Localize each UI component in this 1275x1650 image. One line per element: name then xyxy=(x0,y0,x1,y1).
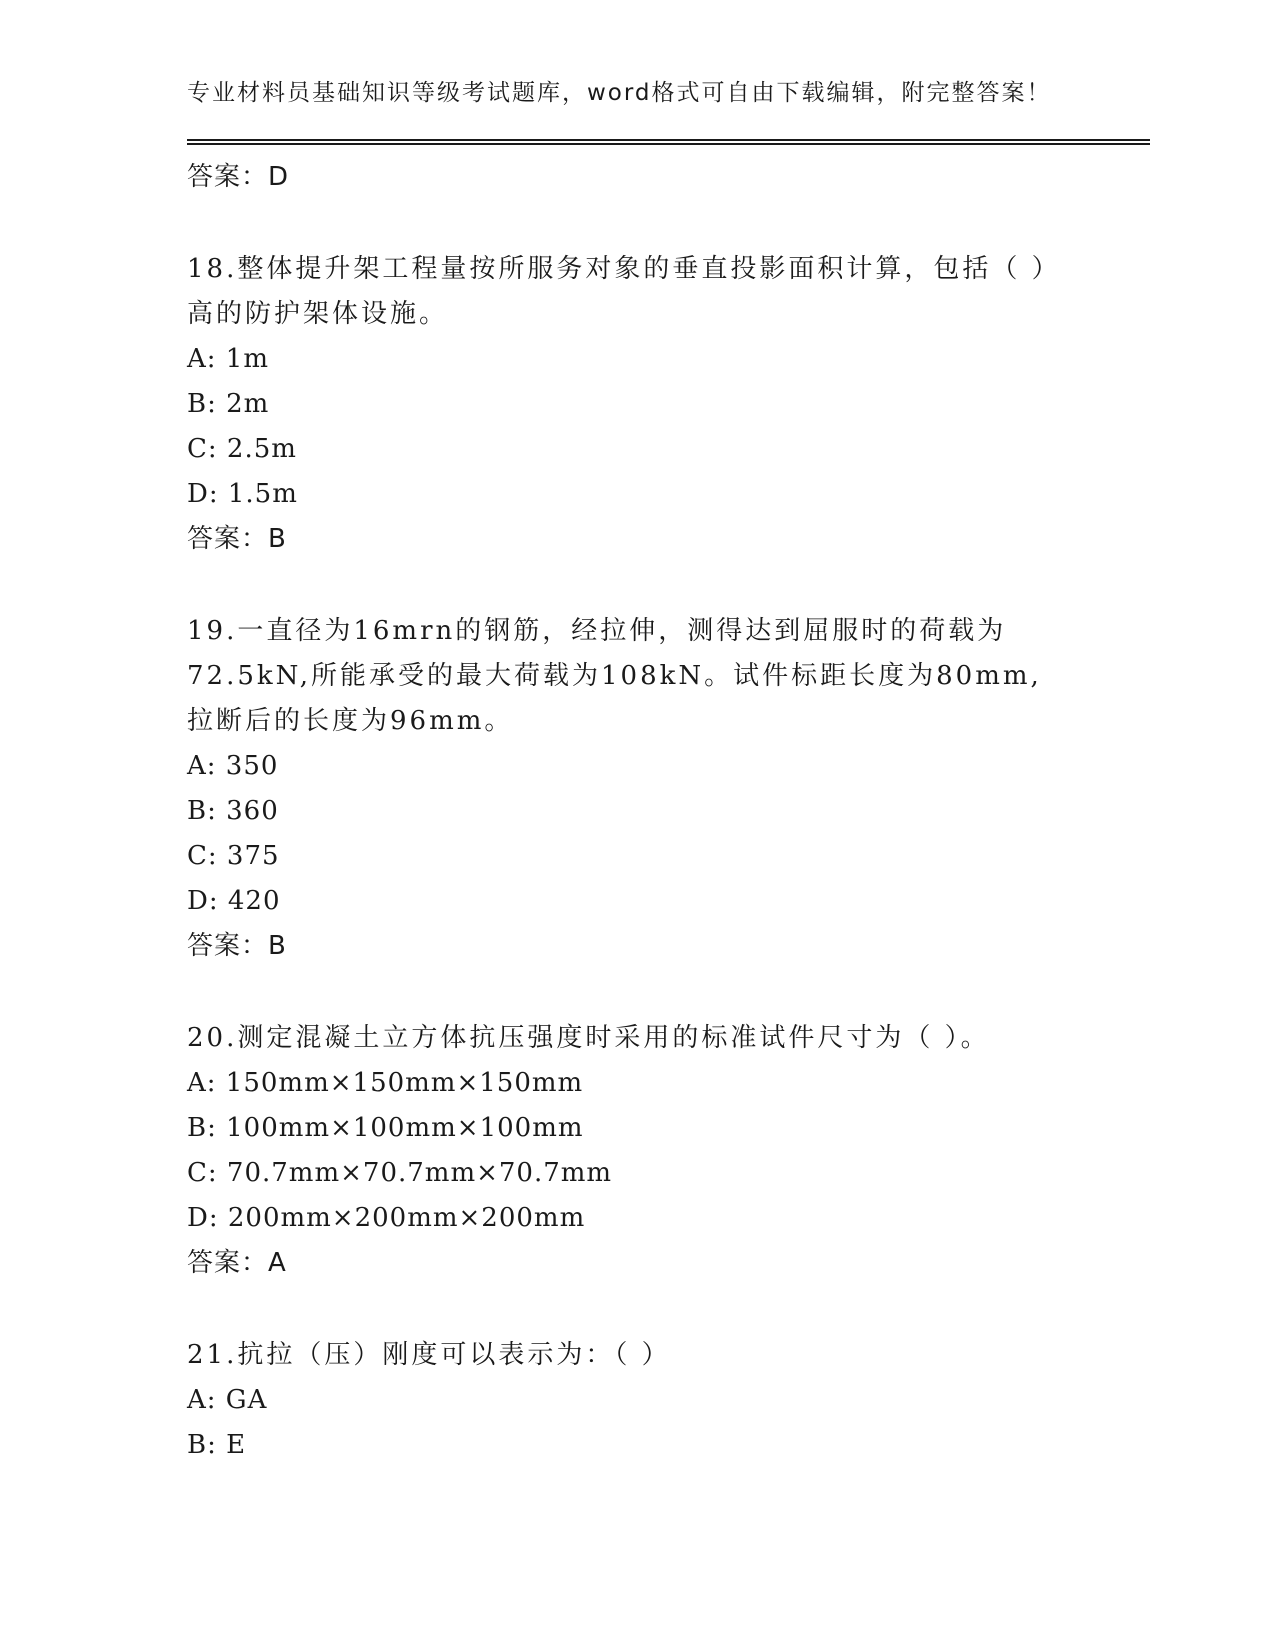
option-b: B: 360 xyxy=(187,796,279,826)
option-d: D: 420 xyxy=(187,886,281,916)
option-b: B: 2m xyxy=(187,389,270,419)
answer-line: 答案：D xyxy=(187,162,290,192)
answer-line: 答案：B xyxy=(187,524,287,554)
option-b: B: E xyxy=(187,1430,247,1460)
option-a: A: 150mm×150mm×150mm xyxy=(187,1068,584,1098)
question-19 xyxy=(187,609,1087,970)
question-stem: 20.测定混凝土立方体抗压强度时采用的标准试件尺寸为（ ）。 xyxy=(187,1023,990,1053)
question-list xyxy=(187,155,1087,1468)
option-d: D: 200mm×200mm×200mm xyxy=(187,1203,586,1233)
option-d: D: 1.5m xyxy=(187,479,298,509)
header-rule-top xyxy=(187,139,1150,141)
option-a: A: 1m xyxy=(187,344,269,374)
option-a: A: 350 xyxy=(187,751,279,781)
question-stem: 21.抗拉（压）刚度可以表示为：（ ） xyxy=(187,1340,671,1370)
option-b: B: 100mm×100mm×100mm xyxy=(187,1113,584,1143)
question-stem: 19.一直径为16mrn的钢筋，经拉伸，测得达到屈服时的荷载为72.5kN,所能承受的最大荷载为108kN。试件标距长度为80mm,拉断后的长度为96mm。 xyxy=(187,616,1042,736)
answer-line: 答案：B xyxy=(187,931,287,961)
option-c: C: 375 xyxy=(187,841,280,871)
option-a: A: GA xyxy=(187,1385,268,1415)
question-21 xyxy=(187,1333,1087,1468)
option-c: C: 70.7mm×70.7mm×70.7mm xyxy=(187,1158,613,1188)
question-20 xyxy=(187,1016,1087,1287)
answer-line: 答案：A xyxy=(187,1248,287,1278)
question-18 xyxy=(187,247,1087,563)
page-header: 专业材料员基础知识等级考试题库，word格式可自由下载编辑，附完整答案！ xyxy=(187,80,1052,106)
question-stem: 18.整体提升架工程量按所服务对象的垂直投影面积计算，包括（ ）高的防护架体设施。 xyxy=(187,254,1061,329)
option-c: C: 2.5m xyxy=(187,434,297,464)
header-rule-bottom xyxy=(187,143,1150,145)
